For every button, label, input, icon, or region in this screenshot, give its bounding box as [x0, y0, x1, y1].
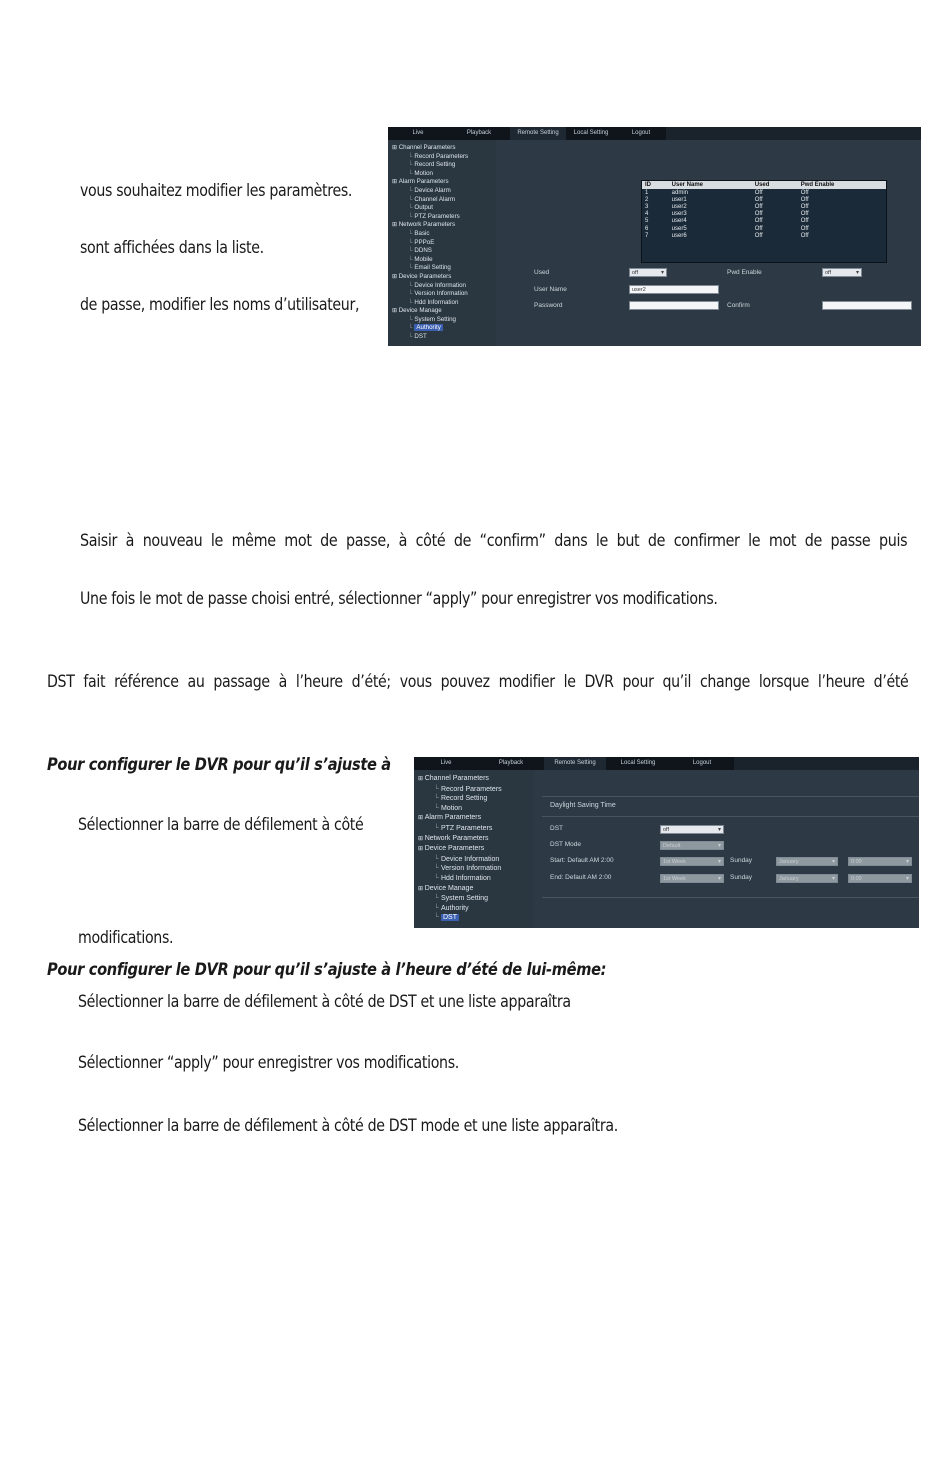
tree-item[interactable]	[388, 230, 496, 239]
table-cell: user2	[671, 203, 687, 210]
start-month-select[interactable]: January ▾	[776, 857, 838, 866]
used-label: Used	[534, 269, 550, 276]
tree-item[interactable]	[414, 804, 534, 814]
tab-logout[interactable]: Logout	[631, 130, 651, 136]
table-cell: admin	[671, 189, 689, 196]
pwd-enable-label: Pwd Enable	[727, 269, 762, 276]
paragraph-text: sont affichées dans la liste.	[80, 238, 264, 257]
tree-item-label: Hdd Information	[414, 298, 459, 306]
tree-item[interactable]	[388, 178, 496, 187]
tree-item-label: Output	[414, 204, 433, 212]
dst-select[interactable]: off ▾	[660, 825, 724, 834]
tree-item[interactable]	[414, 813, 534, 824]
dvr-dst-screenshot	[414, 757, 919, 928]
table-cell: 3	[645, 203, 649, 210]
table-row[interactable]	[642, 189, 886, 196]
tab-remote-setting[interactable]: Remote Setting	[544, 757, 606, 770]
paragraph-text: Sélectionner la barre de défilement à côté de DST et une liste apparaîtra	[78, 992, 571, 1011]
user-table	[641, 180, 887, 263]
table-cell: Off	[800, 189, 809, 196]
table-header-cell: Used	[752, 181, 798, 189]
tree-item[interactable]	[414, 894, 534, 904]
confirm-input[interactable]	[822, 301, 912, 310]
tree-item[interactable]	[388, 333, 496, 342]
table-row[interactable]	[642, 203, 886, 210]
dvr-nav-bar	[388, 127, 666, 140]
table-cell: 4	[645, 211, 649, 218]
tree-item[interactable]	[388, 290, 496, 299]
dst-panel	[534, 770, 919, 928]
tree-item-label: Basic	[414, 229, 430, 237]
paragraph-text: Sélectionner la barre de défilement à côté de DST mode et une liste apparaîtra.	[78, 1116, 618, 1135]
tree-item[interactable]	[388, 264, 496, 273]
tree-item[interactable]	[414, 884, 534, 895]
tab-remote-setting[interactable]: Remote Setting	[510, 127, 566, 140]
tree-item[interactable]	[388, 324, 496, 333]
tree-item[interactable]	[388, 187, 496, 196]
table-cell: Off	[754, 203, 763, 210]
tree-item-label: Record Setting	[440, 795, 488, 803]
tree-item-label: Version Information	[414, 290, 468, 298]
paragraph-text: vous souhaitez modifier les paramètres.	[80, 181, 353, 200]
tree-item[interactable]	[414, 874, 534, 884]
table-row[interactable]	[642, 196, 886, 203]
user-name-label: User Name	[534, 286, 567, 293]
tree-item-label: Motion	[414, 169, 433, 177]
tree-item-label: DST	[442, 914, 457, 922]
tree-item-label: Network Parameters	[398, 221, 456, 229]
table-cell: Off	[754, 225, 763, 232]
tree-item-label: Hdd Information	[440, 874, 491, 882]
tree-item[interactable]	[388, 307, 496, 316]
section-heading: Pour configurer le DVR pour qu’il s’ajuste à	[47, 755, 391, 775]
table-cell: 2	[645, 196, 649, 203]
paragraph-text: de passe, modifier les noms d’utilisateur,	[80, 295, 360, 314]
tree-item-label: Alarm Parameters	[398, 178, 449, 186]
dvr-authority-screenshot	[388, 127, 921, 346]
tree-item[interactable]	[414, 774, 534, 785]
tree-item-label: Device Parameters	[424, 845, 485, 853]
table-cell: Off	[800, 225, 809, 232]
table-header-cell: Pwd Enable	[798, 181, 886, 189]
tree-item[interactable]	[388, 299, 496, 308]
tree-item[interactable]	[414, 855, 534, 865]
tree-item[interactable]	[388, 221, 496, 230]
tree-item-label: DDNS	[414, 247, 432, 255]
tree-item[interactable]	[414, 844, 534, 855]
table-cell: 7	[645, 232, 649, 239]
end-label: End: Default AM 2:00	[550, 874, 612, 881]
paragraph-text: Sélectionner la barre de défilement à côté	[78, 815, 364, 834]
tab-live[interactable]: Live	[440, 760, 452, 766]
tree-item[interactable]	[388, 196, 496, 205]
dvr-nav-bar	[414, 757, 734, 770]
tree-item-label: Record Parameters	[414, 152, 469, 160]
tree-item[interactable]	[414, 913, 534, 923]
tree-item[interactable]	[388, 213, 496, 222]
paragraph-text: Saisir à nouveau le même mot de passe, à côté de “confirm” dans le but de confirmer le mot de passe puis	[80, 531, 908, 550]
start-time-select[interactable]: 0:00 ▾	[848, 857, 912, 866]
pwd-enable-select[interactable]: off ▾	[822, 268, 862, 277]
settings-tree	[414, 770, 534, 928]
table-cell: Off	[754, 189, 763, 196]
table-cell: user3	[671, 211, 687, 218]
tree-item-label: System Setting	[440, 895, 489, 903]
dst-label: DST	[550, 825, 563, 832]
end-day-label: Sunday	[730, 874, 753, 881]
tree-item-label: Channel Parameters	[398, 144, 456, 151]
table-cell: Off	[754, 218, 763, 225]
start-week-select[interactable]: 1st Week ▾	[660, 857, 724, 866]
table-cell: Off	[800, 218, 809, 225]
table-cell: user6	[671, 232, 687, 239]
panel-title: Daylight Saving Time	[550, 802, 616, 809]
start-day-label: Sunday	[730, 857, 753, 864]
tree-item-label: Motion	[440, 804, 462, 812]
table-cell: 5	[645, 218, 649, 225]
tree-item-label: Version Information	[440, 865, 502, 873]
tab-playback[interactable]: Playback	[498, 760, 524, 766]
tree-item-label: Device Parameters	[398, 272, 452, 280]
table-cell: 1	[645, 189, 649, 196]
tree-item-label: Device Manage	[424, 884, 474, 892]
table-cell: Off	[800, 232, 809, 239]
tab-local-setting[interactable]: Local Setting	[573, 130, 609, 136]
tree-item-label: Email Setting	[414, 264, 451, 272]
tree-item[interactable]	[388, 153, 496, 162]
table-cell: Off	[800, 211, 809, 218]
paragraph-text: Une fois le mot de passe choisi entré, sélectionner “apply” pour enregistrer vos modifications.	[80, 589, 718, 608]
end-time-select[interactable]: 0:00 ▾	[848, 874, 912, 883]
tree-item-label: Alarm Parameters	[424, 814, 482, 822]
tree-item-label: Authority	[440, 904, 469, 912]
table-header-cell: ID	[642, 181, 669, 189]
table-row[interactable]	[642, 211, 886, 218]
tree-item-label: Authority	[416, 324, 441, 332]
table-cell: Off	[754, 232, 763, 239]
tree-item-label: DST	[414, 333, 427, 341]
table-cell: user5	[671, 225, 687, 232]
tree-item-label: Device Information	[440, 855, 500, 863]
table-row[interactable]	[642, 232, 886, 239]
table-cell: Off	[800, 203, 809, 210]
tree-item-label: PTZ Parameters	[414, 212, 460, 220]
start-label: Start: Default AM 2:00	[550, 857, 614, 864]
dst-mode-label: DST Mode	[550, 841, 581, 848]
tree-item[interactable]	[388, 282, 496, 291]
tree-item[interactable]	[388, 170, 496, 179]
tab-playback[interactable]: Playback	[466, 130, 492, 136]
tree-item-label: Device Alarm	[414, 186, 451, 194]
tree-item-label: PTZ Parameters	[440, 824, 493, 832]
paragraph-text: Sélectionner “apply” pour enregistrer vos modifications.	[78, 1053, 459, 1072]
table-row[interactable]	[642, 218, 886, 225]
tree-item[interactable]	[388, 161, 496, 170]
tree-item-label: Record Setting	[414, 161, 456, 169]
settings-tree	[388, 140, 496, 346]
table-cell: Off	[800, 196, 809, 203]
password-label: Password	[534, 302, 563, 309]
tree-item[interactable]	[414, 794, 534, 804]
confirm-label: Confirm	[727, 302, 750, 309]
tree-item[interactable]	[414, 785, 534, 795]
tree-item[interactable]	[388, 239, 496, 248]
table-cell: user1	[671, 196, 687, 203]
paragraph-text: modifications.	[78, 928, 174, 947]
table-cell: Off	[754, 196, 763, 203]
tree-item[interactable]	[388, 204, 496, 213]
end-month-select[interactable]: January ▾	[776, 874, 838, 883]
tree-item[interactable]	[388, 247, 496, 256]
tree-item-label: PPPoE	[414, 238, 435, 246]
tree-item[interactable]	[388, 273, 496, 282]
used-select[interactable]: off ▾	[629, 268, 667, 277]
tree-item-label: Network Parameters	[424, 834, 489, 842]
tree-item[interactable]	[414, 824, 534, 834]
table-row[interactable]	[642, 225, 886, 232]
end-week-select[interactable]: 1st Week ▾	[660, 874, 724, 883]
dst-mode-select[interactable]: Default ▾	[660, 841, 724, 850]
tree-item-label: Device Information	[414, 281, 466, 289]
password-input[interactable]	[629, 301, 719, 310]
tab-local-setting[interactable]: Local Setting	[620, 760, 656, 766]
tree-item-label: System Setting	[414, 315, 457, 323]
section-heading: Pour configurer le DVR pour qu’il s’ajuste à l’heure d’été de lui-même:	[47, 960, 607, 980]
tree-item[interactable]	[388, 144, 496, 153]
tree-item-label: Channel Parameters	[424, 775, 489, 782]
tree-item-label: Mobile	[414, 255, 433, 263]
tab-logout[interactable]: Logout	[692, 760, 712, 766]
tree-item-label: Device Manage	[398, 307, 442, 315]
table-header-cell: User Name	[669, 181, 752, 189]
paragraph-text: DST fait référence au passage à l’heure d’été; vous pouvez modifier le DVR pour qu’il change lorsque l’heure d’été	[47, 672, 909, 691]
tree-item-label: Record Parameters	[440, 785, 502, 793]
authority-panel	[496, 140, 921, 346]
table-cell: 6	[645, 225, 649, 232]
user-name-input[interactable]: user2	[629, 285, 719, 294]
tree-item-label: Channel Alarm	[414, 195, 455, 203]
tree-item[interactable]	[414, 904, 534, 914]
tree-item[interactable]	[414, 864, 534, 874]
tree-item[interactable]	[414, 834, 534, 845]
table-cell: user4	[671, 218, 687, 225]
table-cell: Off	[754, 211, 763, 218]
tab-live[interactable]: Live	[412, 130, 424, 136]
